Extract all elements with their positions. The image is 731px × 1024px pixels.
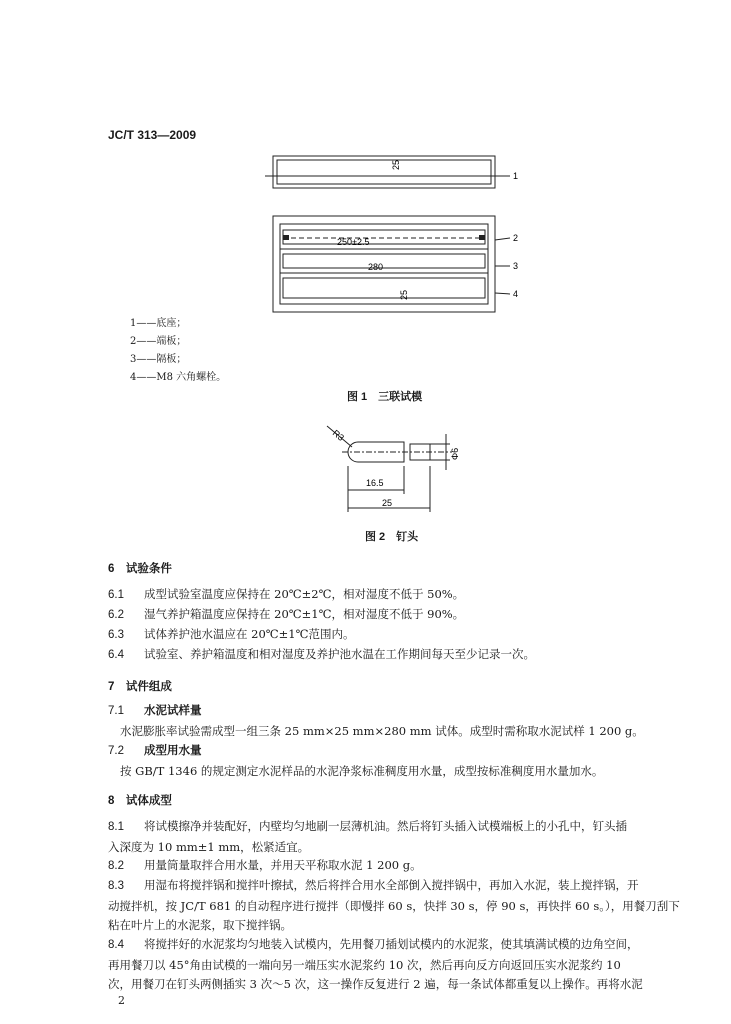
clause-6-1: 6.1 成型试验室温度应保持在 20℃±2℃，相对湿度不低于 50%。 (108, 587, 465, 601)
dim-width: 25 (399, 289, 409, 300)
clause-7-2-text: 按 GB/T 1346 的规定测定水泥样品的水泥净浆标准稠度用水量，成型按标准稠度用水量加水。 (120, 764, 604, 778)
dim-length: 280 (368, 262, 384, 272)
dim-inner-length: 250±2.5 (337, 237, 370, 247)
dim-25: 25 (382, 498, 393, 508)
figure1-caption: 图 1 三联试模 (347, 391, 423, 403)
legend-divider: 3——隔板； (130, 354, 187, 365)
clause-8-1: 8.1 将试模擦净并装配好，内壁均匀地刷一层薄机油。然后将钉头插入试模端板上的小孔中，钉头插 入深度为 10 mm±1 mm，松紧适宜。 (108, 819, 627, 854)
dim-radius: R3 (330, 427, 346, 443)
page-number: 2 (118, 994, 125, 1007)
section8-title: 8 试体成型 (108, 795, 172, 807)
clause-7-1-text: 水泥膨胀率试验需成型一组三条 25 mm×25 mm×280 mm 试体。成型时需称取水泥试样 1 200 g。 (120, 724, 644, 738)
section7-title: 7 试件组成 (108, 681, 172, 693)
callout-1: 1 (513, 171, 519, 181)
document-code: JC/T 313—2009 (108, 128, 197, 142)
clause-8-2: 8.2 用量筒量取拌合用水量，并用天平称取水泥 1 200 g。 (108, 858, 422, 872)
legend-end-plate: 2——端板； (130, 336, 187, 347)
legend-base: 1——底座； (130, 318, 187, 329)
figure2-caption: 图 2 钉头 (365, 531, 419, 543)
mold-side-view (273, 156, 495, 188)
clause-6-4: 6.4 试验室、养护箱温度和相对湿度及养护池水温在工作期间每天至少记录一次。 (108, 647, 535, 661)
dim-diameter: Φ6 (450, 447, 460, 460)
section6-title: 6 试验条件 (108, 563, 172, 575)
clause-8-4: 8.4 将搅拌好的水泥浆均匀地装入试模内，先用餐刀插划试模内的水泥浆，使其填满试模的边角空间， 再用餐刀以 45°角由试模的一端向另一端压实水泥浆约 10 次，然后再向反方向返回压实水泥浆约 10 次，用餐刀在钉头两侧插实 3 次～5 次，这一操作反复进行 2 遍，每一条试体都重复以上操作。再将水泥 (108, 937, 643, 991)
dim-16-5: 16.5 (366, 478, 384, 488)
callout-2: 2 (513, 233, 519, 243)
clause-6-3: 6.3 试体养护池水温应在 20℃±1℃范围内。 (108, 627, 355, 641)
clause-8-3: 8.3 用湿布将搅拌锅和搅拌叶擦拭，然后将拌合用水全部倒入搅拌锅中，再加入水泥，装上搅拌锅，开 动搅拌机，按 JC/T 681 的自动程序进行搅拌（即慢拌 60 s，快拌 30 s，停 90 s，再快拌 60 s。），用餐刀刮下 粘在叶片上的水泥浆，取下搅拌锅。 (108, 878, 680, 932)
figure1-mold-drawing (255, 150, 530, 320)
callout-4: 4 (513, 289, 519, 299)
clause-6-2: 6.2 湿气养护箱温度应保持在 20℃±1℃，相对湿度不低于 90%。 (108, 607, 465, 621)
legend-bolt: 4——M8 六角螺栓。 (130, 372, 227, 383)
dim-height: 25 (391, 159, 401, 170)
clause-7-1-heading: 7.1 水泥试样量 (108, 705, 202, 717)
clause-7-2-heading: 7.2 成型用水量 (108, 745, 202, 757)
callout-3: 3 (513, 261, 519, 271)
figure2-stud-drawing (322, 420, 472, 525)
